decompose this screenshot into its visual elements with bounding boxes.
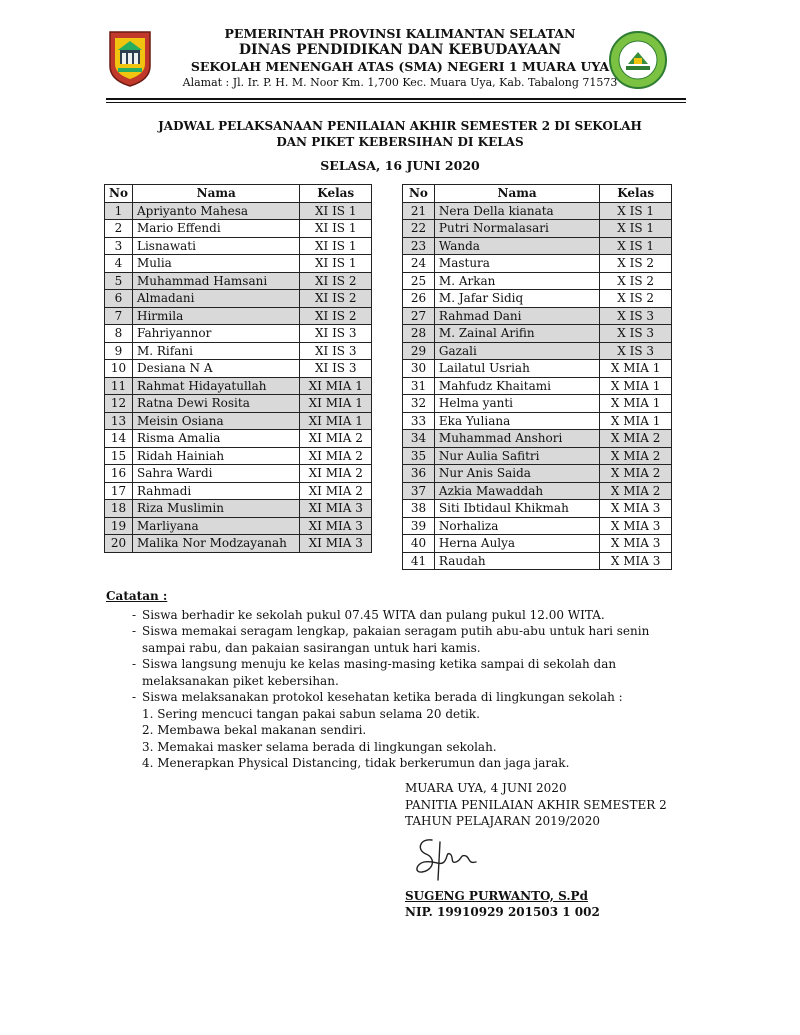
cell-kelas: XI MIA 2 <box>300 465 372 483</box>
cell-kelas: X MIA 2 <box>600 430 672 448</box>
cell-nama: Risma Amalia <box>132 430 299 448</box>
signature-committee: PANITIA PENILAIAN AKHIR SEMESTER 2 <box>405 797 667 812</box>
table-header-row <box>403 185 672 203</box>
column-header-nama: Nama <box>132 185 299 203</box>
letterhead-divider <box>106 98 686 100</box>
cell-nama: Herna Aulya <box>434 535 599 553</box>
cell-no: 34 <box>403 430 435 448</box>
cell-no: 1 <box>105 202 133 220</box>
cell-no: 11 <box>105 377 133 395</box>
schedule-table-right-body <box>403 202 672 570</box>
cell-kelas: XI MIA 2 <box>300 482 372 500</box>
cell-no: 15 <box>105 447 133 465</box>
protocol-list <box>142 706 672 772</box>
cell-kelas: X MIA 2 <box>600 447 672 465</box>
letterhead <box>0 26 800 90</box>
cell-nama: M. Zainal Arifin <box>434 325 599 343</box>
letterhead-government: PEMERINTAH PROVINSI KALIMANTAN SELATAN <box>224 26 576 41</box>
table-row <box>105 517 372 535</box>
cell-no: 36 <box>403 465 435 483</box>
cell-nama: Ridah Hainiah <box>132 447 299 465</box>
column-header-kelas: Kelas <box>600 185 672 203</box>
column-header-no: No <box>403 185 435 203</box>
cell-kelas: X MIA 2 <box>600 465 672 483</box>
cell-nama: Siti Ibtidaul Khikmah <box>434 500 599 518</box>
cell-kelas: XI IS 2 <box>300 290 372 308</box>
cell-kelas: X MIA 2 <box>600 482 672 500</box>
cell-no: 16 <box>105 465 133 483</box>
cell-no: 10 <box>105 360 133 378</box>
cell-kelas: XI MIA 3 <box>300 535 372 553</box>
cell-nama: Malika Nor Modzayanah <box>132 535 299 553</box>
table-row <box>105 535 372 553</box>
table-row <box>105 290 372 308</box>
cell-nama: Almadani <box>132 290 299 308</box>
letterhead-divider-thin <box>106 102 686 103</box>
cell-nama: M. Rifani <box>132 342 299 360</box>
cell-nama: M. Arkan <box>434 272 599 290</box>
cell-no: 2 <box>105 220 133 238</box>
cell-nama: Muhammad Hamsani <box>132 272 299 290</box>
table-row <box>105 325 372 343</box>
cell-kelas: XI IS 1 <box>300 255 372 273</box>
cell-nama: Riza Muslimin <box>132 500 299 518</box>
table-row <box>105 220 372 238</box>
table-row <box>403 290 672 308</box>
cell-kelas: XI MIA 3 <box>300 500 372 518</box>
cell-no: 13 <box>105 412 133 430</box>
table-row <box>105 377 372 395</box>
cell-no: 8 <box>105 325 133 343</box>
document-title <box>0 118 800 150</box>
protocol-item: 3. Memakai masker selama berada di lingkungan sekolah. <box>142 739 497 754</box>
letterhead-department: DINAS PENDIDIKAN DAN KEBUDAYAAN <box>238 42 562 58</box>
cell-nama: Meisin Osiana <box>132 412 299 430</box>
cell-kelas: X IS 3 <box>600 342 672 360</box>
document-title-line1: JADWAL PELAKSANAAN PENILAIAN AKHIR SEMESTER 2 DI SEKOLAH <box>158 119 642 133</box>
cell-no: 41 <box>403 552 435 570</box>
note-item: - Siswa langsung menuju ke kelas masing-masing ketika sampai di sekolah dan melaksanakan piket kebersihan. <box>142 656 672 689</box>
cell-kelas: XI IS 1 <box>300 237 372 255</box>
table-row <box>105 307 372 325</box>
table-row <box>403 272 672 290</box>
table-row <box>105 237 372 255</box>
cell-kelas: X MIA 1 <box>600 377 672 395</box>
cell-kelas: X MIA 1 <box>600 412 672 430</box>
notes-heading: Catatan : <box>106 589 168 603</box>
table-row <box>403 395 672 413</box>
cell-no: 7 <box>105 307 133 325</box>
cell-kelas: XI MIA 2 <box>300 447 372 465</box>
cell-no: 31 <box>403 377 435 395</box>
cell-no: 12 <box>105 395 133 413</box>
protocol-list-wrapper <box>142 706 672 772</box>
signature-place-date: MUARA UYA, 4 JUNI 2020 <box>405 781 567 795</box>
cell-no: 23 <box>403 237 435 255</box>
notes-list <box>106 607 672 772</box>
cell-nama: Marliyana <box>132 517 299 535</box>
cell-no: 21 <box>403 202 435 220</box>
table-row <box>105 272 372 290</box>
cell-kelas: X IS 2 <box>600 255 672 273</box>
note-item: - Siswa memakai seragam lengkap, pakaian seragam putih abu-abu untuk hari senin sampai rabu, dan pakaian sasirangan untuk hari kamis. <box>142 623 672 656</box>
protocol-item: 2. Membawa bekal makanan sendiri. <box>142 723 367 737</box>
cell-nama: Fahriyannor <box>132 325 299 343</box>
cell-no: 22 <box>403 220 435 238</box>
letterhead-address: Alamat : Jl. Ir. P. H. M. Noor Km. 1,700 Kec. Muara Uya, Kab. Tabalong 71573 <box>182 76 618 89</box>
cell-kelas: X IS 2 <box>600 272 672 290</box>
cell-nama: Hirmila <box>132 307 299 325</box>
cell-kelas: X IS 3 <box>600 307 672 325</box>
cell-kelas: X IS 1 <box>600 202 672 220</box>
cell-nama: Rahmad Dani <box>434 307 599 325</box>
cell-kelas: XI IS 3 <box>300 325 372 343</box>
table-row <box>105 447 372 465</box>
table-row <box>403 237 672 255</box>
document-title-line2: DAN PIKET KEBERSIHAN DI KELAS <box>276 135 524 149</box>
handwritten-signature <box>410 832 490 884</box>
cell-nama: Muhammad Anshori <box>434 430 599 448</box>
cell-no: 39 <box>403 517 435 535</box>
cell-nama: Raudah <box>434 552 599 570</box>
cell-kelas: X IS 1 <box>600 237 672 255</box>
cell-nama: Apriyanto Mahesa <box>132 202 299 220</box>
cell-no: 33 <box>403 412 435 430</box>
table-row <box>403 430 672 448</box>
table-row <box>105 430 372 448</box>
cell-no: 24 <box>403 255 435 273</box>
cell-nama: Rahmadi <box>132 482 299 500</box>
table-row <box>105 500 372 518</box>
cell-nama: Rahmat Hidayatullah <box>132 377 299 395</box>
cell-no: 28 <box>403 325 435 343</box>
cell-nama: Putri Normalasari <box>434 220 599 238</box>
schedule-date: SELASA, 16 JUNI 2020 <box>320 158 480 173</box>
table-row <box>105 342 372 360</box>
cell-no: 6 <box>105 290 133 308</box>
cell-nama: Mulia <box>132 255 299 273</box>
table-row <box>403 202 672 220</box>
cell-nama: Ratna Dewi Rosita <box>132 395 299 413</box>
table-row <box>403 517 672 535</box>
cell-nama: Desiana N A <box>132 360 299 378</box>
cell-no: 20 <box>105 535 133 553</box>
cell-kelas: X MIA 3 <box>600 500 672 518</box>
table-row <box>403 465 672 483</box>
cell-kelas: X IS 3 <box>600 325 672 343</box>
table-row <box>105 395 372 413</box>
cell-no: 25 <box>403 272 435 290</box>
table-header-row <box>105 185 372 203</box>
cell-nama: Gazali <box>434 342 599 360</box>
cell-kelas: XI IS 1 <box>300 202 372 220</box>
table-row <box>403 412 672 430</box>
table-row <box>403 360 672 378</box>
signatory-name: SUGENG PURWANTO, S.Pd <box>405 888 588 903</box>
cell-kelas: XI IS 2 <box>300 307 372 325</box>
cell-no: 26 <box>403 290 435 308</box>
table-row <box>403 535 672 553</box>
cell-nama: Nera Della kianata <box>434 202 599 220</box>
cell-kelas: XI MIA 3 <box>300 517 372 535</box>
signatory-nip: NIP. 19910929 201503 1 002 <box>405 905 600 919</box>
cell-nama: Nur Anis Saida <box>434 465 599 483</box>
signature-year: TAHUN PELAJARAN 2019/2020 <box>405 814 600 828</box>
table-row <box>403 377 672 395</box>
table-row <box>403 552 672 570</box>
letterhead-school: SEKOLAH MENENGAH ATAS (SMA) NEGERI 1 MUARA UYA <box>190 59 610 74</box>
cell-nama: Lisnawati <box>132 237 299 255</box>
table-row <box>403 500 672 518</box>
cell-no: 30 <box>403 360 435 378</box>
cell-no: 29 <box>403 342 435 360</box>
column-header-kelas: Kelas <box>300 185 372 203</box>
cell-no: 32 <box>403 395 435 413</box>
cell-nama: Wanda <box>434 237 599 255</box>
schedule-table-right <box>402 184 672 570</box>
table-row <box>403 325 672 343</box>
cell-kelas: X MIA 3 <box>600 552 672 570</box>
cell-nama: Norhaliza <box>434 517 599 535</box>
table-row <box>105 465 372 483</box>
protocol-item: 4. Menerapkan Physical Distancing, tidak berkerumun dan jaga jarak. <box>142 756 570 770</box>
cell-no: 37 <box>403 482 435 500</box>
cell-nama: Lailatul Usriah <box>434 360 599 378</box>
notes-section <box>106 588 672 772</box>
table-row <box>105 255 372 273</box>
cell-kelas: X MIA 1 <box>600 395 672 413</box>
table-row <box>403 255 672 273</box>
cell-no: 5 <box>105 272 133 290</box>
cell-nama: Mahfudz Khaitami <box>434 377 599 395</box>
cell-kelas: XI MIA 2 <box>300 430 372 448</box>
table-row <box>403 342 672 360</box>
cell-kelas: XI IS 3 <box>300 342 372 360</box>
cell-kelas: XI MIA 1 <box>300 412 372 430</box>
cell-no: 27 <box>403 307 435 325</box>
cell-nama: Nur Aulia Safitri <box>434 447 599 465</box>
cell-no: 19 <box>105 517 133 535</box>
cell-no: 35 <box>403 447 435 465</box>
cell-kelas: XI MIA 1 <box>300 377 372 395</box>
cell-no: 4 <box>105 255 133 273</box>
table-row <box>403 447 672 465</box>
cell-nama: Eka Yuliana <box>434 412 599 430</box>
cell-no: 3 <box>105 237 133 255</box>
table-row <box>403 307 672 325</box>
cell-nama: Mario Effendi <box>132 220 299 238</box>
note-item: - Siswa berhadir ke sekolah pukul 07.45 WITA dan pulang pukul 12.00 WITA. <box>142 607 672 624</box>
table-row <box>403 482 672 500</box>
cell-kelas: X MIA 1 <box>600 360 672 378</box>
cell-kelas: XI MIA 1 <box>300 395 372 413</box>
note-item: - Siswa melaksanakan protokol kesehatan ketika berada di lingkungan sekolah : <box>142 689 672 706</box>
cell-no: 17 <box>105 482 133 500</box>
table-row <box>105 202 372 220</box>
cell-kelas: X MIA 3 <box>600 535 672 553</box>
cell-kelas: XI IS 1 <box>300 220 372 238</box>
cell-no: 38 <box>403 500 435 518</box>
cell-nama: Helma yanti <box>434 395 599 413</box>
column-header-nama: Nama <box>434 185 599 203</box>
column-header-no: No <box>105 185 133 203</box>
cell-nama: Mastura <box>434 255 599 273</box>
table-row <box>105 412 372 430</box>
cell-no: 14 <box>105 430 133 448</box>
schedule-table-left-body <box>105 202 372 552</box>
cell-kelas: XI IS 3 <box>300 360 372 378</box>
cell-kelas: X MIA 3 <box>600 517 672 535</box>
table-row <box>105 482 372 500</box>
cell-nama: Azkia Mawaddah <box>434 482 599 500</box>
cell-nama: Sahra Wardi <box>132 465 299 483</box>
cell-no: 9 <box>105 342 133 360</box>
cell-no: 40 <box>403 535 435 553</box>
cell-kelas: X IS 2 <box>600 290 672 308</box>
table-row <box>105 360 372 378</box>
schedule-table-left <box>104 184 372 553</box>
table-row <box>403 220 672 238</box>
cell-no: 18 <box>105 500 133 518</box>
cell-kelas: X IS 1 <box>600 220 672 238</box>
cell-kelas: XI IS 2 <box>300 272 372 290</box>
cell-nama: M. Jafar Sidiq <box>434 290 599 308</box>
protocol-item: 1. Sering mencuci tangan pakai sabun selama 20 detik. <box>142 706 480 721</box>
